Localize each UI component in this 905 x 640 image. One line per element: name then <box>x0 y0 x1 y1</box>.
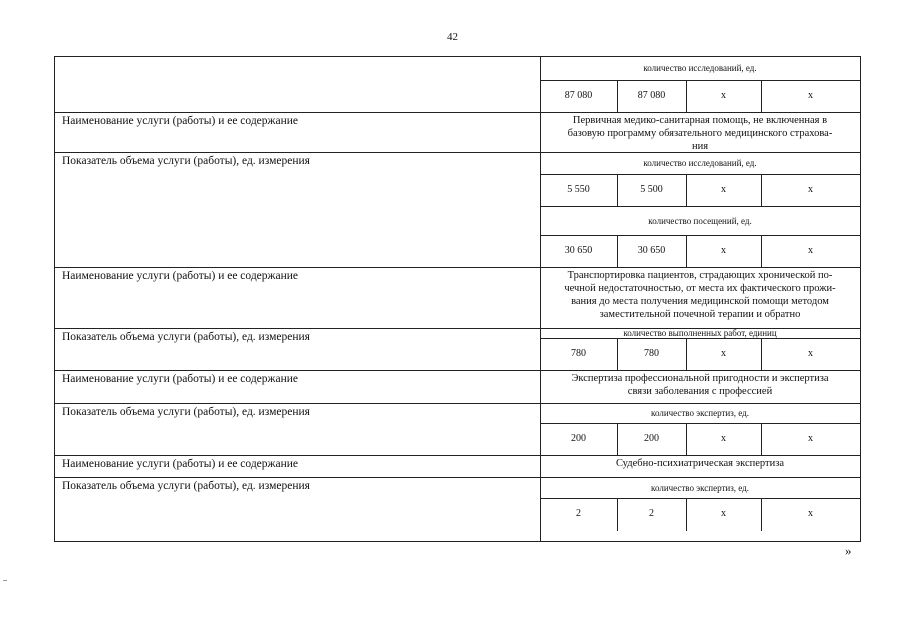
value-cell: х <box>808 184 813 195</box>
value-cell: х <box>721 348 726 359</box>
value-cell: х <box>721 508 726 519</box>
value-cell: х <box>808 348 813 359</box>
volume-indicator-label: Показатель объема услуги (работы), ед. измерения <box>62 331 310 343</box>
value-cell: х <box>721 433 726 444</box>
unit-caption: количество посещений, ед. <box>648 216 752 226</box>
table-rule <box>54 370 861 371</box>
service-description: заместительной почечной терапии и обратно <box>599 309 801 320</box>
volume-indicator-label: Показатель объема услуги (работы), ед. измерения <box>62 155 310 167</box>
service-description: связи заболевания с профессией <box>627 386 773 397</box>
unit-caption: количество исследований, ед. <box>643 63 757 73</box>
service-description: ния <box>691 141 709 152</box>
service-name-label: Наименование услуги (работы) и ее содержание <box>62 458 299 470</box>
closing-quote: » <box>845 543 852 558</box>
table-rule <box>540 174 861 175</box>
table-rule <box>540 235 861 236</box>
service-name-label: Наименование услуги (работы) и ее содержание <box>62 115 299 127</box>
table-rule <box>540 423 861 424</box>
volume-indicator-label: Показатель объема услуги (работы), ед. измерения <box>62 480 310 492</box>
value-cell: х <box>721 184 726 195</box>
value-cell: х <box>808 508 813 519</box>
services-table <box>54 56 861 542</box>
value-cell: 5 500 <box>640 184 663 195</box>
value-cell: х <box>721 245 726 256</box>
service-description: Первичная медико-санитарная помощь, не включенная в <box>572 115 828 126</box>
value-cell: 87 080 <box>637 90 666 101</box>
table-rule <box>540 338 861 339</box>
value-cell: 200 <box>644 433 659 444</box>
table-rule <box>860 56 861 542</box>
value-cell: 2 <box>576 508 581 519</box>
service-description: вания до места получения медицинской помощи методом <box>571 296 829 307</box>
value-cell: х <box>808 90 813 101</box>
table-rule <box>54 56 861 57</box>
table-rule <box>540 498 861 499</box>
table-rule <box>54 267 861 268</box>
service-name-label: Наименование услуги (работы) и ее содержание <box>62 373 299 385</box>
service-description: Экспертиза профессиональной пригодности и экспертиза <box>571 373 829 384</box>
value-cell: 780 <box>644 348 659 359</box>
scan-edge-mark <box>3 580 7 581</box>
unit-caption: количество экспертиз, ед. <box>651 483 749 493</box>
unit-caption: количество экспертиз, ед. <box>651 408 749 418</box>
table-rule <box>54 477 861 478</box>
value-cell: х <box>808 433 813 444</box>
value-cell: х <box>808 245 813 256</box>
page-number: 42 <box>447 31 458 43</box>
service-description: Судебно-психиатрическая экспертиза <box>615 458 785 469</box>
table-rule <box>54 112 861 113</box>
table-rule <box>540 206 861 207</box>
value-cell: 30 650 <box>637 245 666 256</box>
unit-caption: количество исследований, ед. <box>643 158 757 168</box>
volume-indicator-label: Показатель объема услуги (работы), ед. измерения <box>62 406 310 418</box>
value-cell: х <box>721 90 726 101</box>
service-name-label: Наименование услуги (работы) и ее содержание <box>62 270 299 282</box>
service-description: чечной недостаточностью, от места их фактического прожи- <box>564 283 836 294</box>
table-rule <box>54 541 861 542</box>
value-cell: 2 <box>649 508 654 519</box>
table-rule <box>54 56 55 542</box>
table-rule <box>54 455 861 456</box>
unit-caption: количество выполненных работ, единиц <box>623 328 777 338</box>
value-cell: 780 <box>571 348 586 359</box>
value-cell: 30 650 <box>564 245 593 256</box>
table-rule <box>54 403 861 404</box>
table-rule <box>540 80 861 81</box>
value-cell: 5 550 <box>567 184 590 195</box>
service-description: базовую программу обязательного медицинского страхова- <box>567 128 833 139</box>
value-cell: 87 080 <box>564 90 593 101</box>
value-cell: 200 <box>571 433 586 444</box>
table-rule <box>54 152 861 153</box>
service-description: Транспортировка пациентов, страдающих хронической по- <box>567 270 833 281</box>
